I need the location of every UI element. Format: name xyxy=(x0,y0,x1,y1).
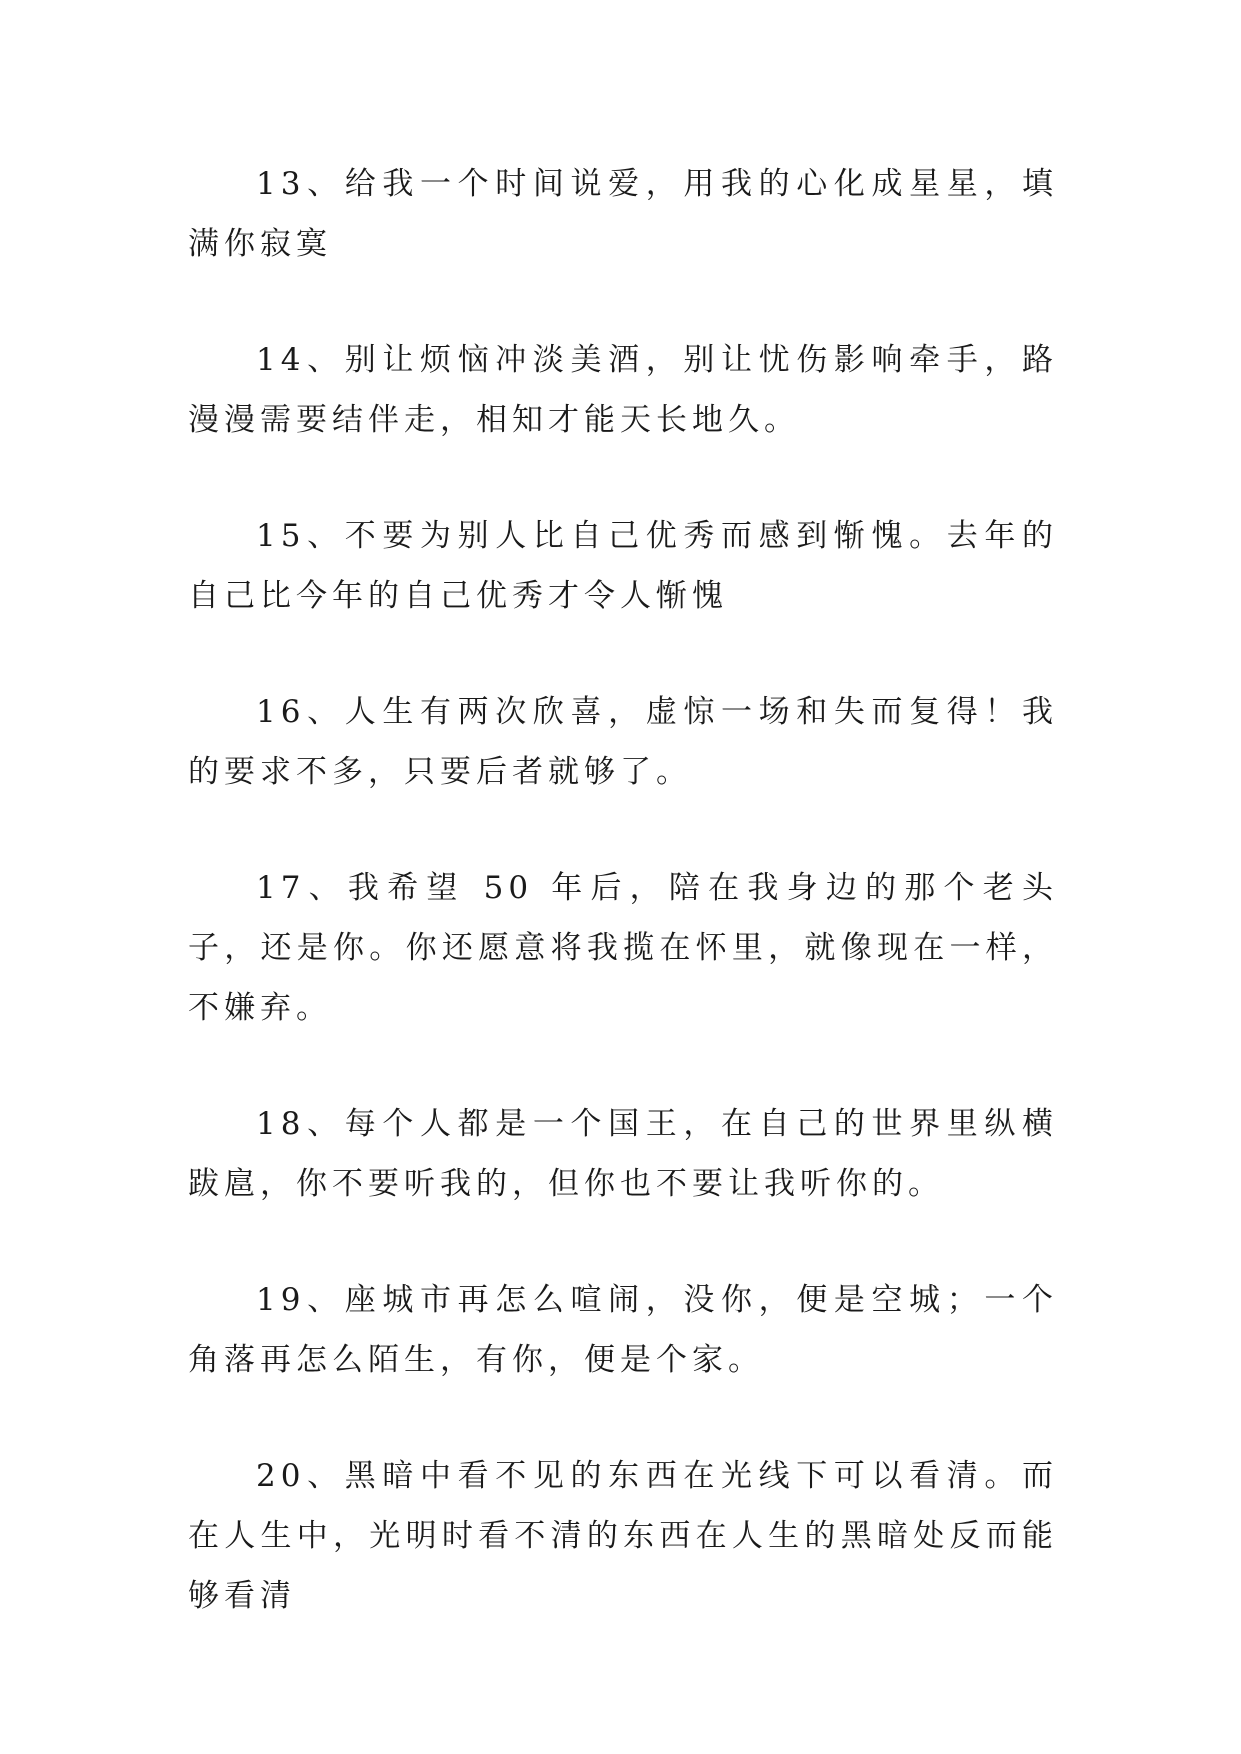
quote-paragraph-16: 16、人生有两次欣喜，虚惊一场和失而复得！我的要求不多，只要后者就够了。 xyxy=(188,694,1058,790)
quote-paragraph-13: 13、给我一个时间说爱，用我的心化成星星，填满你寂寞 xyxy=(188,166,1058,262)
quote-paragraph-15: 15、不要为别人比自己优秀而感到惭愧。去年的自己比今年的自己优秀才令人惭愧 xyxy=(188,518,1058,614)
document-body xyxy=(188,154,1058,1682)
quote-paragraph-19: 19、座城市再怎么喧闹，没你，便是空城；一个角落再怎么陌生，有你，便是个家。 xyxy=(188,1282,1058,1378)
quote-paragraph-18: 18、每个人都是一个国王，在自己的世界里纵横跋扈，你不要听我的，但你也不要让我听你的。 xyxy=(188,1106,1058,1202)
quote-paragraph-20: 20、黑暗中看不见的东西在光线下可以看清。而在人生中，光明时看不清的东西在人生的黑暗处反而能够看清 xyxy=(188,1458,1058,1614)
quote-paragraph-14: 14、别让烦恼冲淡美酒，别让忧伤影响牵手，路漫漫需要结伴走，相知才能天长地久。 xyxy=(188,342,1058,438)
quote-paragraph-17: 17、我希望 50 年后，陪在我身边的那个老头子，还是你。你还愿意将我揽在怀里，就像现在一样，不嫌弃。 xyxy=(188,870,1058,1026)
